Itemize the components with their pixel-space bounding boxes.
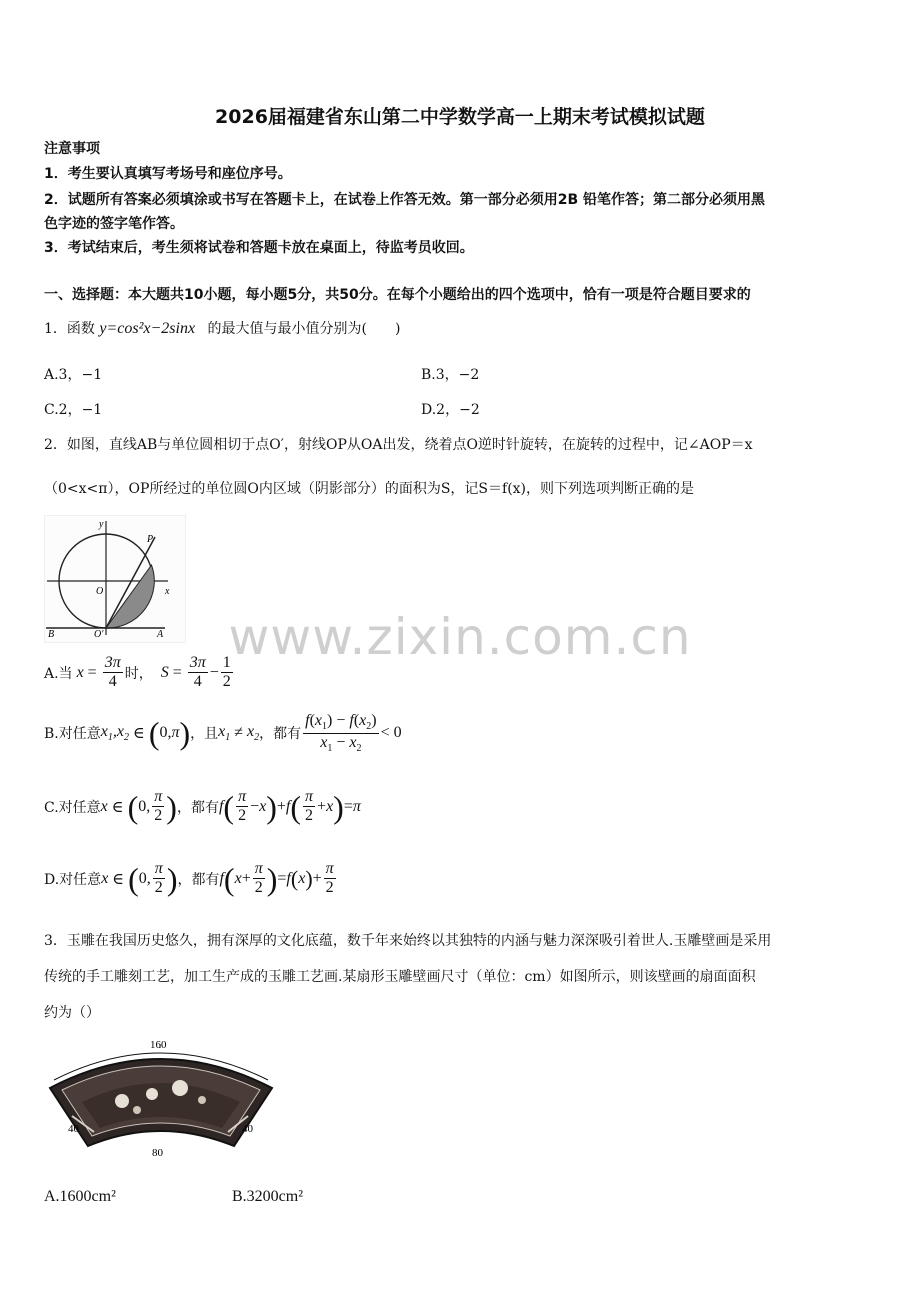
fig-label-a: A <box>157 629 164 640</box>
q2-option-d-mid: ，都有 <box>177 871 220 888</box>
q2-text-line2: （0<x<π），OP所经过的单位圆O内区域（阴影部分）的面积为S，记S＝f(x)，则下列选项判断正确的是 <box>44 481 695 497</box>
q1-tail: 的最大值与最小值分别为( ) <box>207 321 401 337</box>
question-1 <box>44 318 400 338</box>
q2-option-c-label: C.对任意 <box>44 799 101 816</box>
notice-item-2: 2．试题所有答案必须填涂或书写在答题卡上，在试卷上作答无效。第一部分必须用2B 铅笔作答；第二部分必须用黑 <box>44 192 766 208</box>
q2-option-b-label: B.对任意 <box>44 726 101 743</box>
q2-option-b: B.对任意$x_1,x_2$ ∈ (0,π)，且$x_1 \ne x_2$，都有 $\frac{f(x_1) - f(x_2)}{x_1 - x_2}$ < 0 <box>44 712 402 754</box>
q2-option-b-mid: ，且 <box>190 726 219 743</box>
q2-option-a-label: A.当 <box>44 665 73 682</box>
q2-option-b-mid2: ，都有 <box>259 726 302 743</box>
q2-option-c-mid: ，都有 <box>176 799 219 816</box>
q1-option-c: C.2，−1 <box>44 402 103 418</box>
fan-mural-figure <box>42 1036 280 1158</box>
section-heading: 一、选择题：本大题共10小题，每小题5分，共50分。在每个小题给出的四个选项中，恰有一项是符合题目要求的 <box>44 287 751 303</box>
page-title: 2026届福建省东山第二中学数学高一上期末考试模拟试题 <box>215 106 705 128</box>
q2-option-c: C.对任意x ∈ (0, $\frac{\pi}{2}$ )，都有f( $\frac{\pi}{2}$ −x)+f( $\frac{\pi}{2}$ +x)=π <box>44 788 361 825</box>
dim-top: 160 <box>150 1039 167 1051</box>
q1-option-b: B.3，−2 <box>421 367 480 383</box>
notice-item-1: 1．考生要认真填写考场号和座位序号。 <box>44 166 292 182</box>
q3-text-line2: 传统的手工雕刻工艺，加工生产成的玉雕工艺画.某扇形玉雕壁画尺寸（单位：cm）如图所示，则该壁画的扇面面积 <box>44 969 756 985</box>
q3-text-line3: 约为（） <box>44 1005 100 1021</box>
q3-option-a: A.1600cm² <box>44 1188 116 1205</box>
notice-item-3: 3．考试结束后，考生须将试卷和答题卡放在桌面上，待监考员收回。 <box>44 240 474 256</box>
q2-text-line1: 2．如图，直线AB与单位圆相切于点O′，射线OP从OA出发，绕着点O逆时针旋转，在旋转的过程中，记∠AOP＝x <box>44 437 753 453</box>
dim-right: 40 <box>242 1123 253 1135</box>
fig-label-b: B <box>48 629 55 640</box>
notice-heading: 注意事项 <box>44 141 100 157</box>
dim-left: 40 <box>68 1123 79 1135</box>
dim-bottom: 80 <box>152 1147 163 1158</box>
fig-label-y: y <box>99 519 104 530</box>
fig-label-o: O <box>96 586 104 597</box>
fig-label-o-prime: O′ <box>94 629 104 640</box>
q2-option-d: D.对任意x ∈ (0, $\frac{\pi}{2}$ )，都有f(x+ $\frac{\pi}{2}$ )=f(x)+ $\frac{\pi}{2}$ <box>44 860 334 897</box>
q2-option-d-label: D.对任意 <box>44 871 102 888</box>
q1-number: 1．函数 <box>44 321 95 337</box>
notice-item-2-cont: 色字迹的签字笔作答。 <box>44 216 184 232</box>
q2-option-a: A.当 x = $\frac{3\pi}{4}$ 时， S = $\frac{3\pi}{4}$ − $\frac{1}{2}$ <box>44 654 231 691</box>
q3-text-line1: 3．玉雕在我国历史悠久，拥有深厚的文化底蕴，数千年来始终以其独特的内涵与魅力深深吸引着世人.玉雕壁画是采用 <box>44 933 772 949</box>
q2-option-a-mid: 时， <box>124 665 153 682</box>
fig-label-p: P <box>147 534 154 545</box>
q1-option-d: D.2，−2 <box>421 402 480 418</box>
q1-expression: y=cos²x−2sinx <box>99 320 196 337</box>
q3-option-b: B.3200cm² <box>232 1188 304 1205</box>
q1-option-a: A.3，−1 <box>44 367 103 383</box>
fig-label-x: x <box>165 586 170 597</box>
watermark: www.zixin.com.cn <box>228 608 692 666</box>
